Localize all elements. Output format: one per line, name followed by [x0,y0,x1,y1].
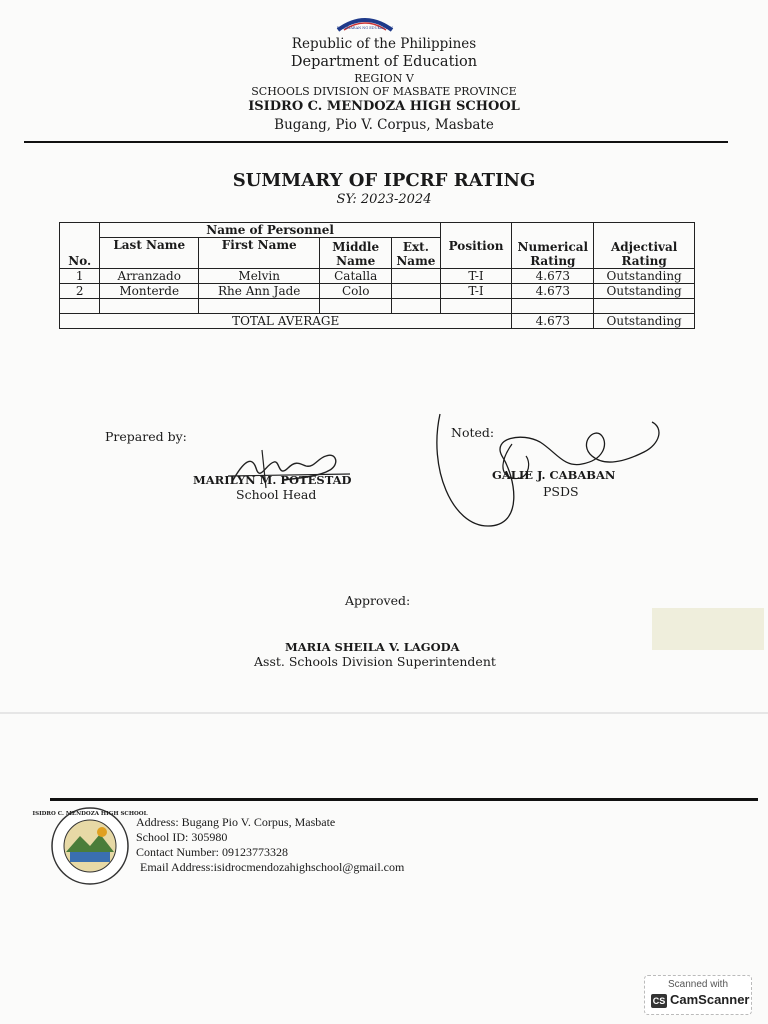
approved-label: Approved: [345,593,411,608]
department-line: Department of Education [290,54,478,70]
ipcrf-rating-table [59,222,695,329]
cell-last-name: Arranzado [100,269,199,284]
cell-ext-name [391,284,440,299]
footer-email: Email Address:isidrocmendozahighschool@gmail.com [140,860,405,874]
col-header-adjectival: Adjectival Rating [594,223,695,269]
noted-label: Noted: [451,425,495,440]
approved-by-name: MARIA SHEILA V. LAGODA [285,640,460,654]
header-divider [24,141,728,143]
approved-by-position: Asst. Schools Division Superintendent [254,654,496,669]
col-header-ext-name: Ext. Name [391,238,440,269]
col-header-numerical: Numerical Rating [512,223,594,269]
noted-by-name: GALIE J. CABABAN [492,468,616,482]
total-numerical: 4.673 [512,314,594,329]
document-title: SUMMARY OF IPCRF RATING [232,170,536,191]
camscanner-caption: Scanned with [667,979,729,990]
svg-text:KAGAWARAN NG EDUKASYON: KAGAWARAN NG EDUKASYON [336,26,394,30]
cell-ext-name [391,269,440,284]
region-line: REGION V [354,72,414,85]
republic-line: Republic of the Philippines [291,36,477,52]
cell-last-name: Monterde [100,284,199,299]
table-row [60,269,695,284]
footer-school-id: School ID: 305980 [136,830,228,844]
cell-first-name: Rhe Ann Jade [199,284,320,299]
col-header-position: Position [440,223,512,269]
col-header-last-name: Last Name [100,238,199,269]
cell-position: T-I [440,284,512,299]
cell-middle-name: Catalla [320,269,392,284]
cell-no: 1 [60,269,100,284]
col-header-no: No. [60,223,100,269]
school-location: Bugang, Pio V. Corpus, Masbate [274,117,494,133]
total-adjectival: Outstanding [594,314,695,329]
table-row-empty [60,299,695,314]
cell-no: 2 [60,284,100,299]
camscanner-name: CamScanner [670,992,750,1007]
col-header-first-name: First Name [199,238,320,269]
tape-mark [652,608,764,650]
total-label: TOTAL AVERAGE [60,314,512,329]
deped-seal-icon [336,14,394,32]
school-name: ISIDRO C. MENDOZA HIGH SCHOOL [248,99,520,114]
page-fold-line [0,712,768,714]
camscanner-logo-icon: CS [652,996,666,1006]
cell-adjectival: Outstanding [594,284,695,299]
division-line: SCHOOLS DIVISION OF MASBATE PROVINCE [251,85,517,98]
footer-contact: Contact Number: 09123773328 [136,845,288,859]
col-header-middle-name: Middle Name [320,238,392,269]
school-logo-icon [32,806,148,886]
cell-middle-name: Colo [320,284,392,299]
footer-address: Address: Bugang Pio V. Corpus, Masbate [136,815,336,829]
footer-divider [50,798,758,801]
col-header-name-group: Name of Personnel [100,223,440,238]
svg-text:ISIDRO C. MENDOZA HIGH SCHOOL: ISIDRO C. MENDOZA HIGH SCHOOL [32,811,148,817]
cell-numerical: 4.673 [512,284,594,299]
cell-numerical: 4.673 [512,269,594,284]
total-row [60,314,695,329]
prepared-by-name: MARILYN M. POTESTAD [193,473,352,487]
cell-first-name: Melvin [199,269,320,284]
noted-by-position: PSDS [543,484,579,499]
prepared-by-position: School Head [236,487,317,502]
table-row [60,284,695,299]
camscanner-badge [644,975,752,1015]
school-year: SY: 2023-2024 [336,192,432,207]
prepared-by-label: Prepared by: [105,429,187,444]
cell-position: T-I [440,269,512,284]
cell-adjectival: Outstanding [594,269,695,284]
